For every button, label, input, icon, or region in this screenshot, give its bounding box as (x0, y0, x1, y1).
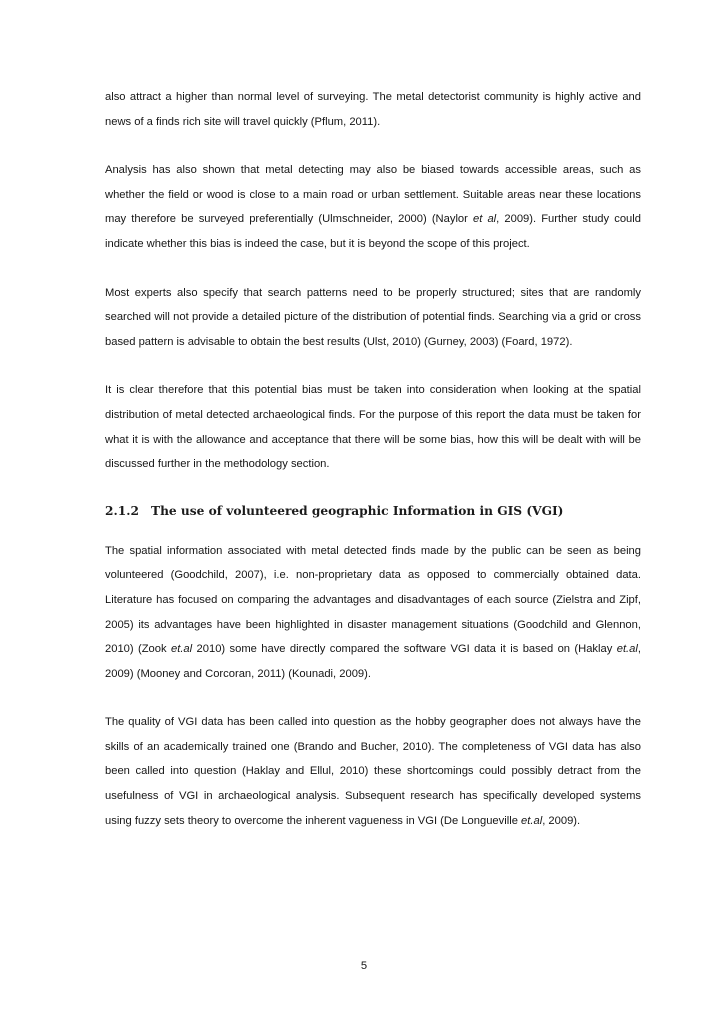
section-heading (105, 501, 641, 521)
paragraph-pflum: also attract a higher than normal level of surveying. The metal detectorist community is highly active and news of a finds rich site will travel quickly (Pflum, 2011). (105, 91, 641, 128)
paragraph-search-patterns: Most experts also specify that search patterns need to be properly structured; sites that are randomly searched will not provide a detailed picture of the distribution of potential finds. Searching via a grid or cross based pattern is advisable to obtain the best results (Ulst, 2010) (Gurney, 2003) (Foard, 1972). (105, 286, 641, 348)
section-title: The use of volunteered geographic Information in GIS (VGI) (151, 503, 564, 518)
page-number: 5 (360, 960, 368, 972)
paragraph-accessibility-bias: Analysis has also shown that metal detecting may also be biased towards accessible areas, such as whether the field or wood is close to a main road or urban settlement. Suitable areas near these locations may therefore be surveyed preferentially (Ulmschneider, 2000) (Naylor et al, 2009). Further study could indicate whether this bias is indeed the case, but it is beyond the scope of this project. (105, 164, 641, 250)
paragraph-potential-bias: It is clear therefore that this potential bias must be taken into consideration when looking at the spatial distribution of metal detected archaeological finds. For the purpose of this report the data must be taken for what it is with the allowance and acceptance that there will be some bias, how this will be dealt with will be discussed further in the methodology section. (105, 384, 641, 471)
paragraph-vgi-quality: The quality of VGI data has been called into question as the hobby geographer does not always have the skills of an academically trained one (Brando and Bucher, 2010). The completeness of VGI data has also been called into question (Haklay and Ellul, 2010) these shortcomings could possibly detract from the usefulness of VGI in archaeological analysis. Subsequent research has specifically developed systems using fuzzy sets theory to overcome the inherent vagueness in VGI (De Longueville et.al, 2009). (105, 716, 641, 827)
page-body (105, 85, 641, 833)
section-number: 2.1.2 (105, 503, 139, 518)
paragraph-volunteered-info: The spatial information associated with metal detected finds made by the public can be seen as being volunteered (Goodchild, 2007), i.e. non-proprietary data as opposed to commercially obtained data. Literature has focused on comparing the advantages and disadvantages of each source (Zielstra and Zipf, 2005) its advantages have been highlighted in disaster management situations (Goodchild and Glennon, 2010) (Zook et.al 2010) some have directly compared the software VGI data it is based on (Haklay et.al, 2009) (Mooney and Corcoran, 2011) (Kounadi, 2009). (105, 544, 641, 680)
